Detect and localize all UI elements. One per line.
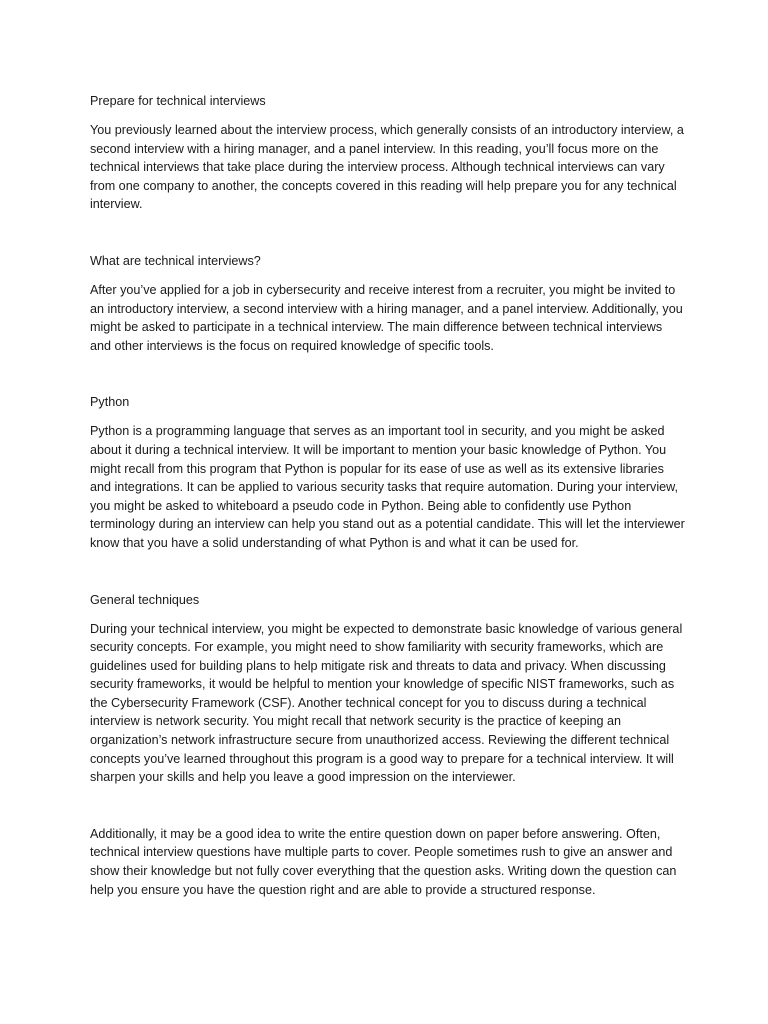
closing-paragraph: Additionally, it may be a good idea to write the entire question down on paper before answering. Often, technical interview questions have multiple parts to cover. People sometimes rush to give an answer and show their knowledge but not fully cover everything that the question asks. Writing down the question can help you ensure you have the question right and are able to provide a structured response. — [90, 826, 677, 897]
section-heading-what-are-technical-interviews: What are technical interviews? — [90, 253, 261, 268]
section-paragraph-general-techniques: During your technical interview, you might be expected to demonstrate basic knowledge of various general security concepts. For example, you might need to show familiarity with security frameworks, which are guidelines used for building plans to help mitigate risk and threats to data and privacy. When discussing security frameworks, it would be helpful to mention your knowledge of specific NIST frameworks, such as the Cybersecurity Framework (CSF). Another technical concept for you to discuss during a technical interview is network security. You might recall that network security is the practice of keeping an organization’s network infrastructure secure from unauthorized access. Reviewing the different technical concepts you’ve learned throughout this program is a good way to prepare for a technical interview. It will sharpen your skills and help you leave a good impression on the interviewer. — [90, 621, 683, 785]
section-heading-general-techniques: General techniques — [90, 592, 200, 607]
section-heading-python: Python — [90, 395, 130, 410]
page-title: Prepare for technical interviews — [90, 94, 266, 108]
intro-paragraph: You previously learned about the interview process, which generally consists of an introductory interview, a second interview with a hiring manager, and a panel interview. In this reading, you’ll focus more on the technical interviews that take place during the interview process. Although technical interviews can vary from one company to another, the concepts covered in this reading will help prepare you for any technical interview. — [90, 123, 684, 212]
section-paragraph-what-are-technical-interviews: After you’ve applied for a job in cybersecurity and receive interest from a recruiter, you might be invited to an introductory interview, a second interview with a hiring manager, and a panel interview. Additionally, you might be asked to participate in a technical interview. The main difference between technical interviews and other interviews is the focus on required knowledge of specific tools. — [90, 282, 683, 353]
document-body — [90, 92, 686, 899]
section-paragraph-python: Python is a programming language that serves as an important tool in security, and you might be asked about it during a technical interview. It will be important to mention your basic knowledge of Python. You might recall from this program that Python is popular for its ease of use as well as its extensive libraries and integrations. It can be applied to various security tasks that require automation. During your interview, you might be asked to whiteboard a pseudo code in Python. Being able to confidently use Python terminology during an interview can help you stand out as a potential candidate. This will let the interviewer know that you have a solid understanding of what Python is and what it can be used for. — [90, 424, 685, 550]
